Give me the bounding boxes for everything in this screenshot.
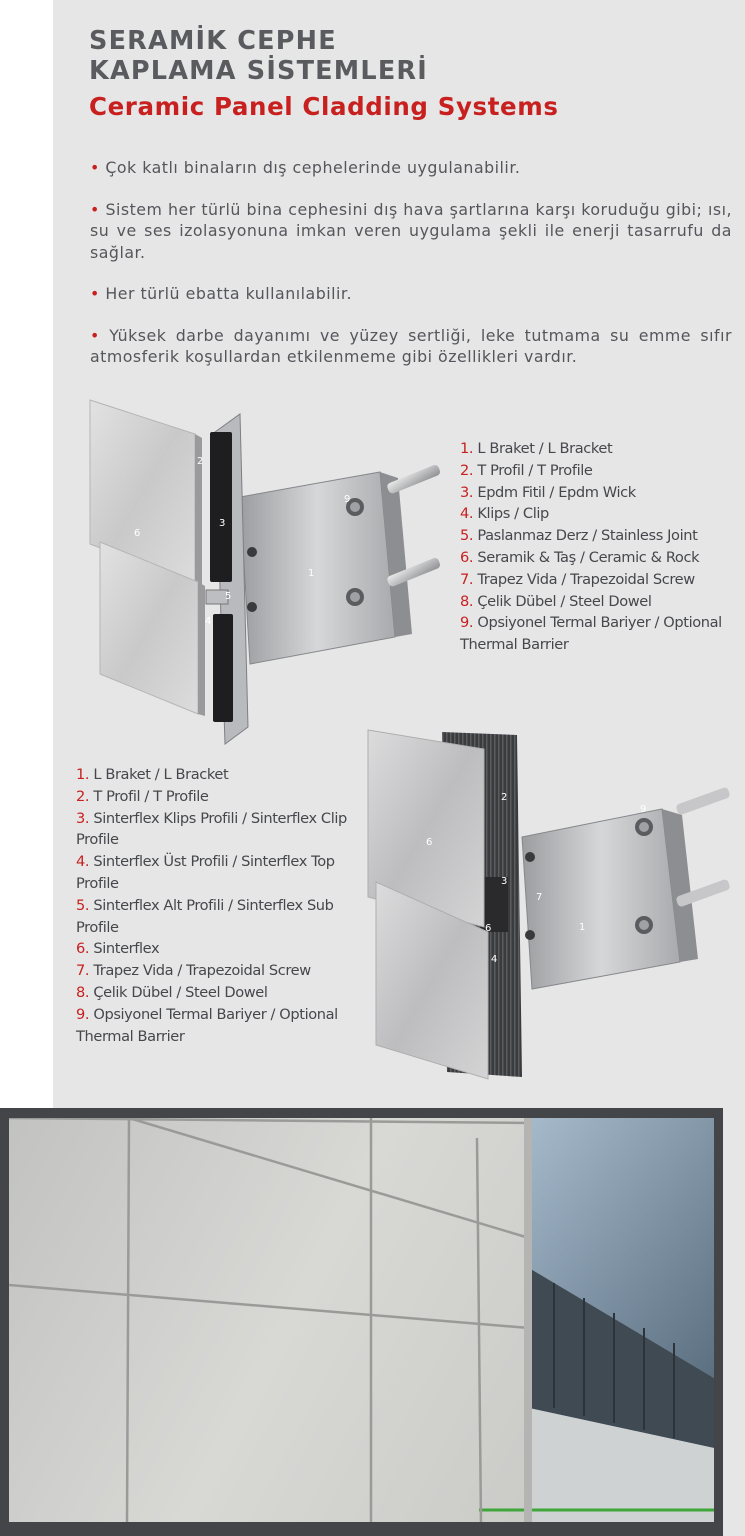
legend-item: 8. Çelik Dübel / Steel Dowel — [460, 592, 652, 610]
facade-photo — [9, 1118, 714, 1522]
legend-item: 1. L Braket / L Bracket — [76, 766, 229, 783]
feature-text: Sistem her türlü bina cephesini dış hava şartlarına karşı koruduğu gibi; ısı, su ve ses izolasyonuna imkan veren uygulama şekli ile enerji tasarrufu da sağlar. — [90, 199, 732, 262]
callout-label: 1 — [579, 922, 586, 933]
legend-item: 2. T Profil / T Profile — [460, 461, 593, 479]
feature-item — [90, 325, 732, 368]
bullet-icon: • — [90, 284, 100, 303]
ceramic-cladding-diagram — [80, 392, 450, 752]
legend-item: 2. T Profil / T Profile — [76, 787, 209, 805]
bullet-icon: • — [90, 199, 100, 219]
callout-label: 3 — [501, 876, 508, 887]
callout-label: 1 — [308, 568, 315, 579]
feature-list — [90, 157, 732, 388]
feature-text: Her türlü ebatta kullanılabilir. — [105, 284, 352, 303]
feature-text: Yüksek darbe dayanımı ve yüzey sertliği, leke tutmama su emme sıfır atmosferik koşullardan etkilenmeme gibi özellikleri vardır. — [90, 325, 732, 366]
legend-item: 4. Klips / Clip — [460, 505, 549, 523]
legend-item: 6. Sinterflex — [76, 940, 160, 958]
callout-label: 6 — [485, 923, 492, 934]
legend-item: 4. Sinterflex Üst Profili / Sinterflex Top Profile — [76, 853, 335, 892]
page-title — [89, 26, 428, 86]
callout-label: 4 — [491, 954, 498, 965]
legend-item: 9. Opsiyonel Termal Bariyer / Optional Thermal Barrier — [76, 1005, 338, 1045]
feature-item — [90, 157, 732, 179]
legend-item: 1. L Braket / L Bracket — [460, 440, 613, 457]
feature-item — [90, 199, 732, 264]
legend-item: 6. Seramik & Taş / Ceramic & Rock — [460, 548, 700, 566]
legend-sinterflex — [76, 764, 361, 1047]
bullet-icon: • — [90, 158, 100, 177]
callout-label: 9 — [640, 804, 647, 815]
legend-ceramic — [460, 438, 745, 656]
callout-label: 9 — [344, 494, 351, 505]
feature-item — [90, 283, 732, 305]
legend-item: 3. Sinterflex Klips Profili / Sinterflex Clip Profile — [76, 809, 347, 849]
title-line-2: KAPLAMA SİSTEMLERİ — [89, 56, 428, 86]
callout-label: 5 — [225, 591, 232, 602]
legend-item: 9. Opsiyonel Termal Bariyer / Optional Thermal Barrier — [460, 614, 722, 654]
sinterflex-cladding-diagram — [362, 727, 745, 1087]
callout-label: 7 — [536, 892, 543, 903]
facade-photo-frame — [0, 1108, 723, 1536]
callout-label: 4 — [205, 616, 212, 627]
feature-text: Çok katlı binaların dış cephelerinde uygulanabilir. — [105, 158, 521, 177]
bullet-icon: • — [90, 325, 100, 345]
legend-item: 3. Epdm Fitil / Epdm Wick — [460, 483, 636, 501]
legend-item: 5. Paslanmaz Derz / Stainless Joint — [460, 527, 698, 545]
page-subtitle: Ceramic Panel Cladding Systems — [89, 92, 559, 121]
callout-label: 2 — [197, 456, 204, 467]
callout-label: 2 — [501, 792, 508, 803]
title-line-1: SERAMİK CEPHE — [89, 26, 337, 56]
callout-label: 6 — [134, 528, 141, 539]
legend-item: 8. Çelik Dübel / Steel Dowel — [76, 983, 268, 1001]
legend-item: 7. Trapez Vida / Trapezoidal Screw — [460, 570, 695, 588]
callout-label: 3 — [219, 518, 226, 529]
legend-item: 5. Sinterflex Alt Profili / Sinterflex Sub Profile — [76, 896, 334, 936]
callout-label: 6 — [426, 837, 433, 848]
legend-item: 7. Trapez Vida / Trapezoidal Screw — [76, 962, 311, 980]
